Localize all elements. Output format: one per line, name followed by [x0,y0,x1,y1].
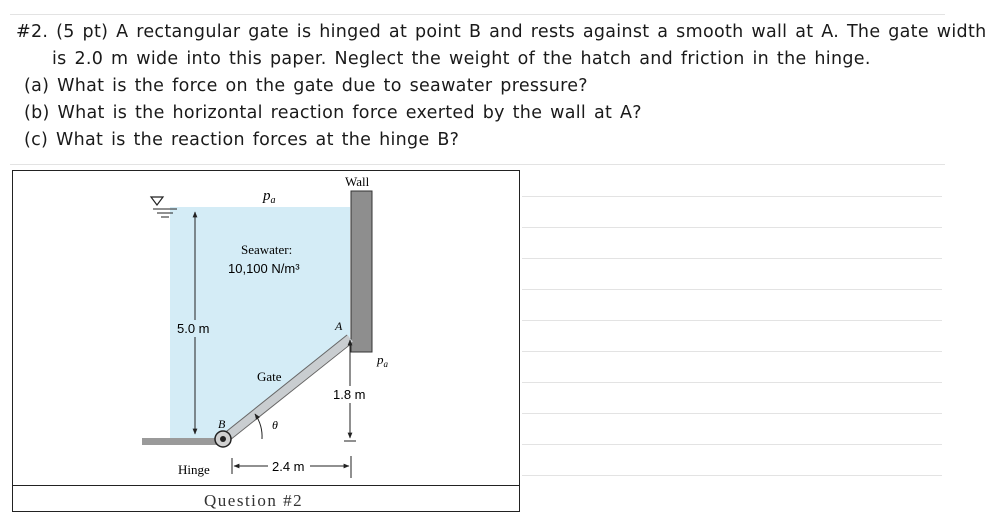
point-b-label: B [218,417,226,431]
question-part-c: (c) What is the reaction forces at the hinge B? [24,130,460,150]
figure-caption: Question #2 [204,491,304,510]
problem-line-1: #2. (5 pt) A rectangular gate is hinged at point B and rests against a smooth wall at A. The gate width [16,22,987,42]
question-part-a: (a) What is the force on the gate due to seawater pressure? [24,76,588,96]
span-label: 2.4 m [272,459,305,474]
point-a-label: A [335,319,343,333]
depth-label: 5.0 m [177,321,210,336]
question-part-b: (b) What is the horizontal reaction force exerted by the wall at A? [24,103,642,123]
pa-right-label: $p_a$ [377,352,388,369]
seawater-label: Seawater: [241,242,293,257]
gate-label: Gate [257,369,282,384]
specific-weight-label: 10,100 N/m³ [228,261,300,276]
wall-label: Wall [345,174,370,189]
hinge-label: Hinge [178,462,210,477]
hinge-pin [215,431,231,447]
pa-top-label: $p_a$ [263,188,276,206]
height-label: 1.8 m [333,387,366,402]
problem-line-2: is 2.0 m wide into this paper. Neglect the weight of the hatch and friction in the hinge. [52,49,871,69]
wall [351,191,372,352]
ground [142,438,224,445]
theta-label: θ [272,418,278,432]
